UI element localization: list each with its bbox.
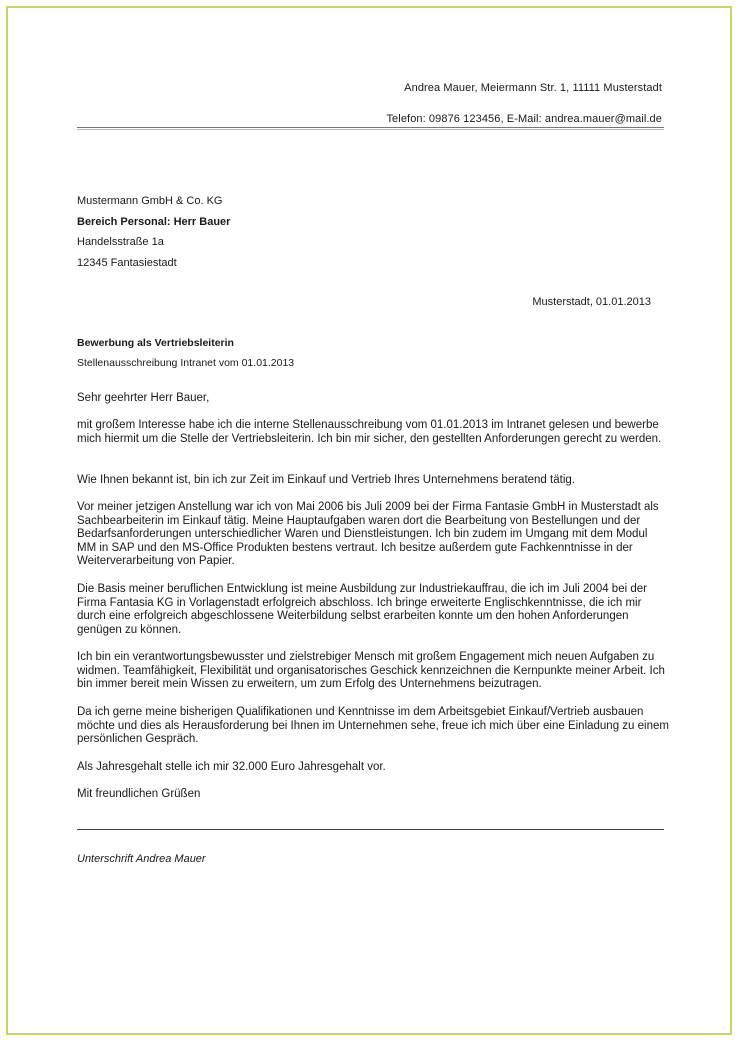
signature-line [77, 829, 664, 830]
subject-title: Bewerbung als Vertriebsleiterin [77, 337, 234, 349]
paragraph-3: Vor meiner jetzigen Anstellung war ich von Mai 2006 bis Juli 2009 bei der Firma Fantasie GmbH in Musterstadt als Sachbearbeiterin im Einkauf tätig. Meine Hauptaufgaben waren dort die Bearbeitung von Bestellungen und der Bedarfsanforderungen unterschiedlicher Waren und Dienstleistungen. Ich bin zudem im Umgang mit dem Modul MM in SAP und den MS-Office Produkten bestens vertraut. Ich besitze außerdem gute Fachkenntnisse in der Weiterverarbeitung von Papier. [77, 501, 659, 568]
sender-contact: Telefon: 09876 123456, E-Mail: andrea.mauer@mail.de [386, 113, 662, 125]
subject-reference: Stellenausschreibung Intranet vom 01.01.2013 [77, 357, 295, 369]
date-line: Musterstadt, 01.01.2013 [532, 296, 651, 308]
paragraph-4: Die Basis meiner beruflichen Entwicklung ist meine Ausbildung zur Industriekauffrau, die ich im Juli 2004 bei der Firma Fantasia KG in Vorlagenstadt erfolgreich abschloss. Ich bringe erweiterte Englischkenntnisse, die ich mir durch eine erfolgreich abgeschlossene Weiterbildung selbst erarbeiten konnte um den hohen Anforderungen genügen zu können. [77, 583, 647, 636]
header-divider [77, 127, 664, 128]
paragraph-2: Wie Ihnen bekannt ist, bin ich zur Zeit im Einkauf und Vertrieb Ihres Unternehmens beratend tätig. [77, 474, 575, 486]
paragraph-6: Da ich gerne meine bisherigen Qualifikationen und Kenntnisse im dem Arbeitsgebiet Einkauf/Vertrieb ausbauen möchte und dies als Herausforderung bei Ihnen im Unternehmen sehe, freue ich mich über eine Einladung zu einem persönlichen Gespräch. [77, 706, 669, 746]
recipient-street: Handelsstraße 1a [77, 236, 164, 248]
recipient-company: Mustermann GmbH & Co. KG [77, 195, 223, 207]
paragraph-7: Als Jahresgehalt stelle ich mir 32.000 Euro Jahresgehalt vor. [77, 761, 386, 773]
closing: Mit freundlichen Grüßen [77, 788, 201, 800]
salutation: Sehr geehrter Herr Bauer, [77, 392, 210, 404]
paragraph-1: mit großem Interesse habe ich die interne Stellenausschreibung vom 01.01.2013 im Intranet gelesen und bewerbe mich hiermit um die Stelle der Vertriebsleiterin. Ich bin mir sicher, den gestellten Anforderungen gerecht zu werden. [77, 419, 662, 445]
paragraph-5: Ich bin ein verantwortungsbewusster und zielstrebiger Mensch mit großem Engagement mich neuen Aufgaben zu widmen. Teamfähigkeit, Flexibilität und organisatorisches Geschick kennzeichnen die Kernpunkte meiner Arbeit. Ich bin immer bereit mein Wissen zu erweitern, um zum Erfolg des Unternehmens beizutragen. [77, 651, 665, 691]
recipient-department: Bereich Personal: Herr Bauer [77, 216, 231, 228]
sender-address: Andrea Mauer, Meiermann Str. 1, 11111 Musterstadt [404, 82, 662, 94]
recipient-city: 12345 Fantasiestadt [77, 257, 177, 269]
signature: Unterschrift Andrea Mauer [77, 853, 206, 865]
